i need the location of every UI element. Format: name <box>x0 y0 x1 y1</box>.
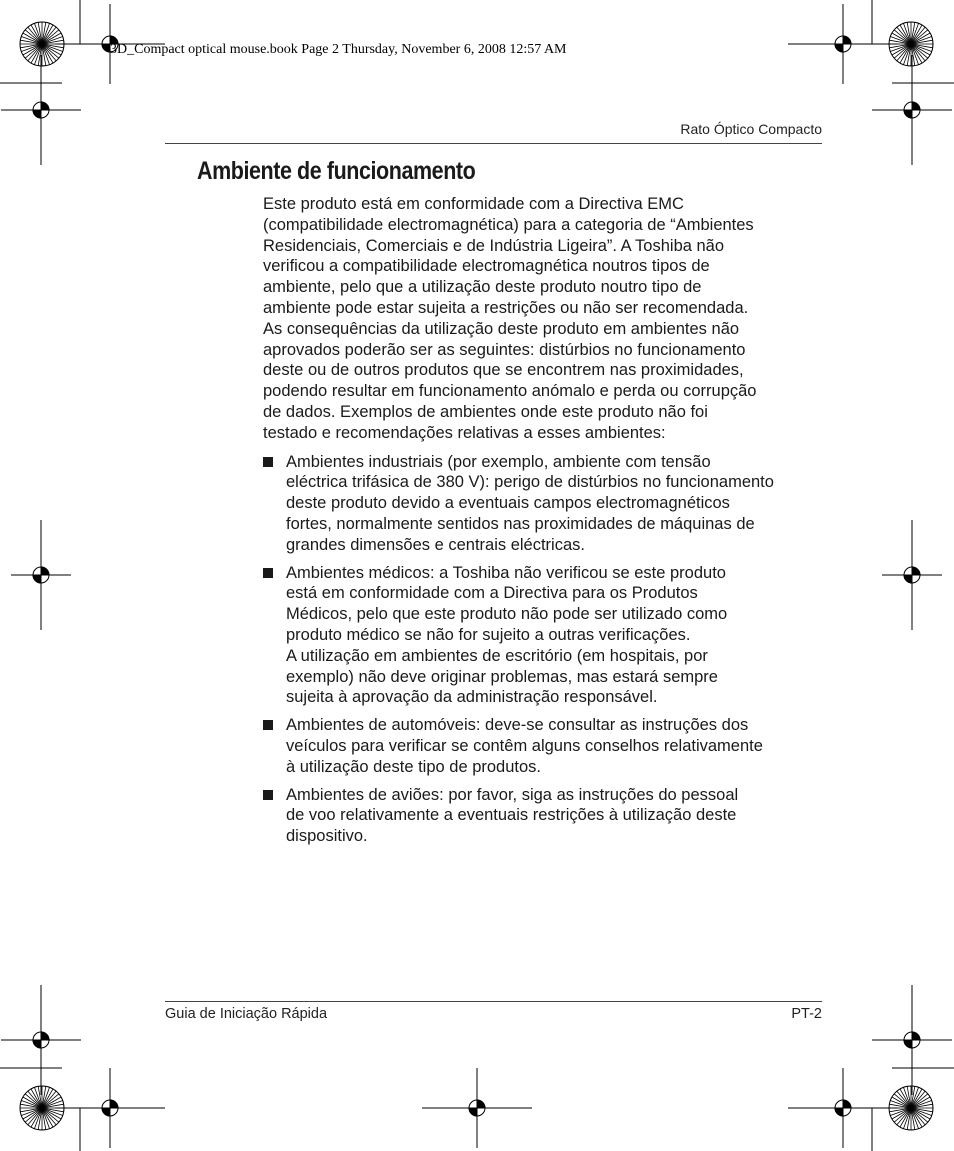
footer-title: Guia de Iniciação Rápida <box>165 1006 328 1022</box>
page-number: PT-2 <box>791 1006 822 1022</box>
list-item <box>263 452 823 556</box>
environment-list <box>263 452 823 847</box>
body-text <box>263 194 823 854</box>
list-item-text: Ambientes médicos: a Toshiba não verificou se este produto está em conformidade com a Directiva para os Produtos Médicos, pelo que este produto não pode ser utilizado como produto médico se não for sujeito a outras verificações. A utilização em ambientes de escritório (em hospitais, por exemplo) não deve originar problemas, mas estará sempre sujeita à aprovação da administração responsável. <box>286 563 728 707</box>
slug-line: 3D_Compact optical mouse.book Page 2 Thursday, November 6, 2008 12:57 AM <box>110 42 567 57</box>
square-bullet-icon <box>263 457 273 467</box>
square-bullet-icon <box>263 790 273 800</box>
header-rule <box>165 143 822 144</box>
square-bullet-icon <box>263 720 273 730</box>
intro-paragraph: Este produto está em conformidade com a Directiva EMC (compatibilidade electromagnética) para a categoria de “Ambientes Residenciais, Comerciais e de Indústria Ligeira”. A Toshiba não verificou a compatibilidade electromagnética noutros tipos de ambiente, pelo que a utilização deste produto noutro tipo de ambiente pode estar sujeita a restrições ou não ser recomendada. As consequências da utilização deste produto em ambientes não aprovados poderão ser as seguintes: distúrbios no funcionamento deste ou de outros produtos que se encontrem nas proximidades, podendo resultar em funcionamento anómalo e perda ou corrupção de dados. Exemplos de ambientes onde este produto não foi testado e recomendações relativas a esses ambientes: <box>263 195 757 442</box>
square-bullet-icon <box>263 568 273 578</box>
list-item <box>263 785 823 847</box>
footer-rule <box>165 1001 822 1002</box>
list-item-text: Ambientes de aviões: por favor, siga as instruções do pessoal de voo relativamente a eventuais restrições à utilização deste dispositivo. <box>286 785 739 846</box>
list-item-text: Ambientes industriais (por exemplo, ambiente com tensão eléctrica trifásica de 380 V): perigo de distúrbios no funcionamento deste produto devido a eventuais campos electromagnéticos fortes, normalmente sentidos nas proximidades de máquinas de grandes dimensões e centrais eléctricas. <box>286 452 774 554</box>
section-title: Ambiente de funcionamento <box>197 157 476 185</box>
list-item <box>263 715 823 777</box>
running-head: Rato Óptico Compacto <box>680 121 822 137</box>
list-item <box>263 563 823 709</box>
list-item-text: Ambientes de automóveis: deve-se consultar as instruções dos veículos para verificar se contêm alguns conselhos relativamente à utilização deste tipo de produtos. <box>286 716 763 776</box>
